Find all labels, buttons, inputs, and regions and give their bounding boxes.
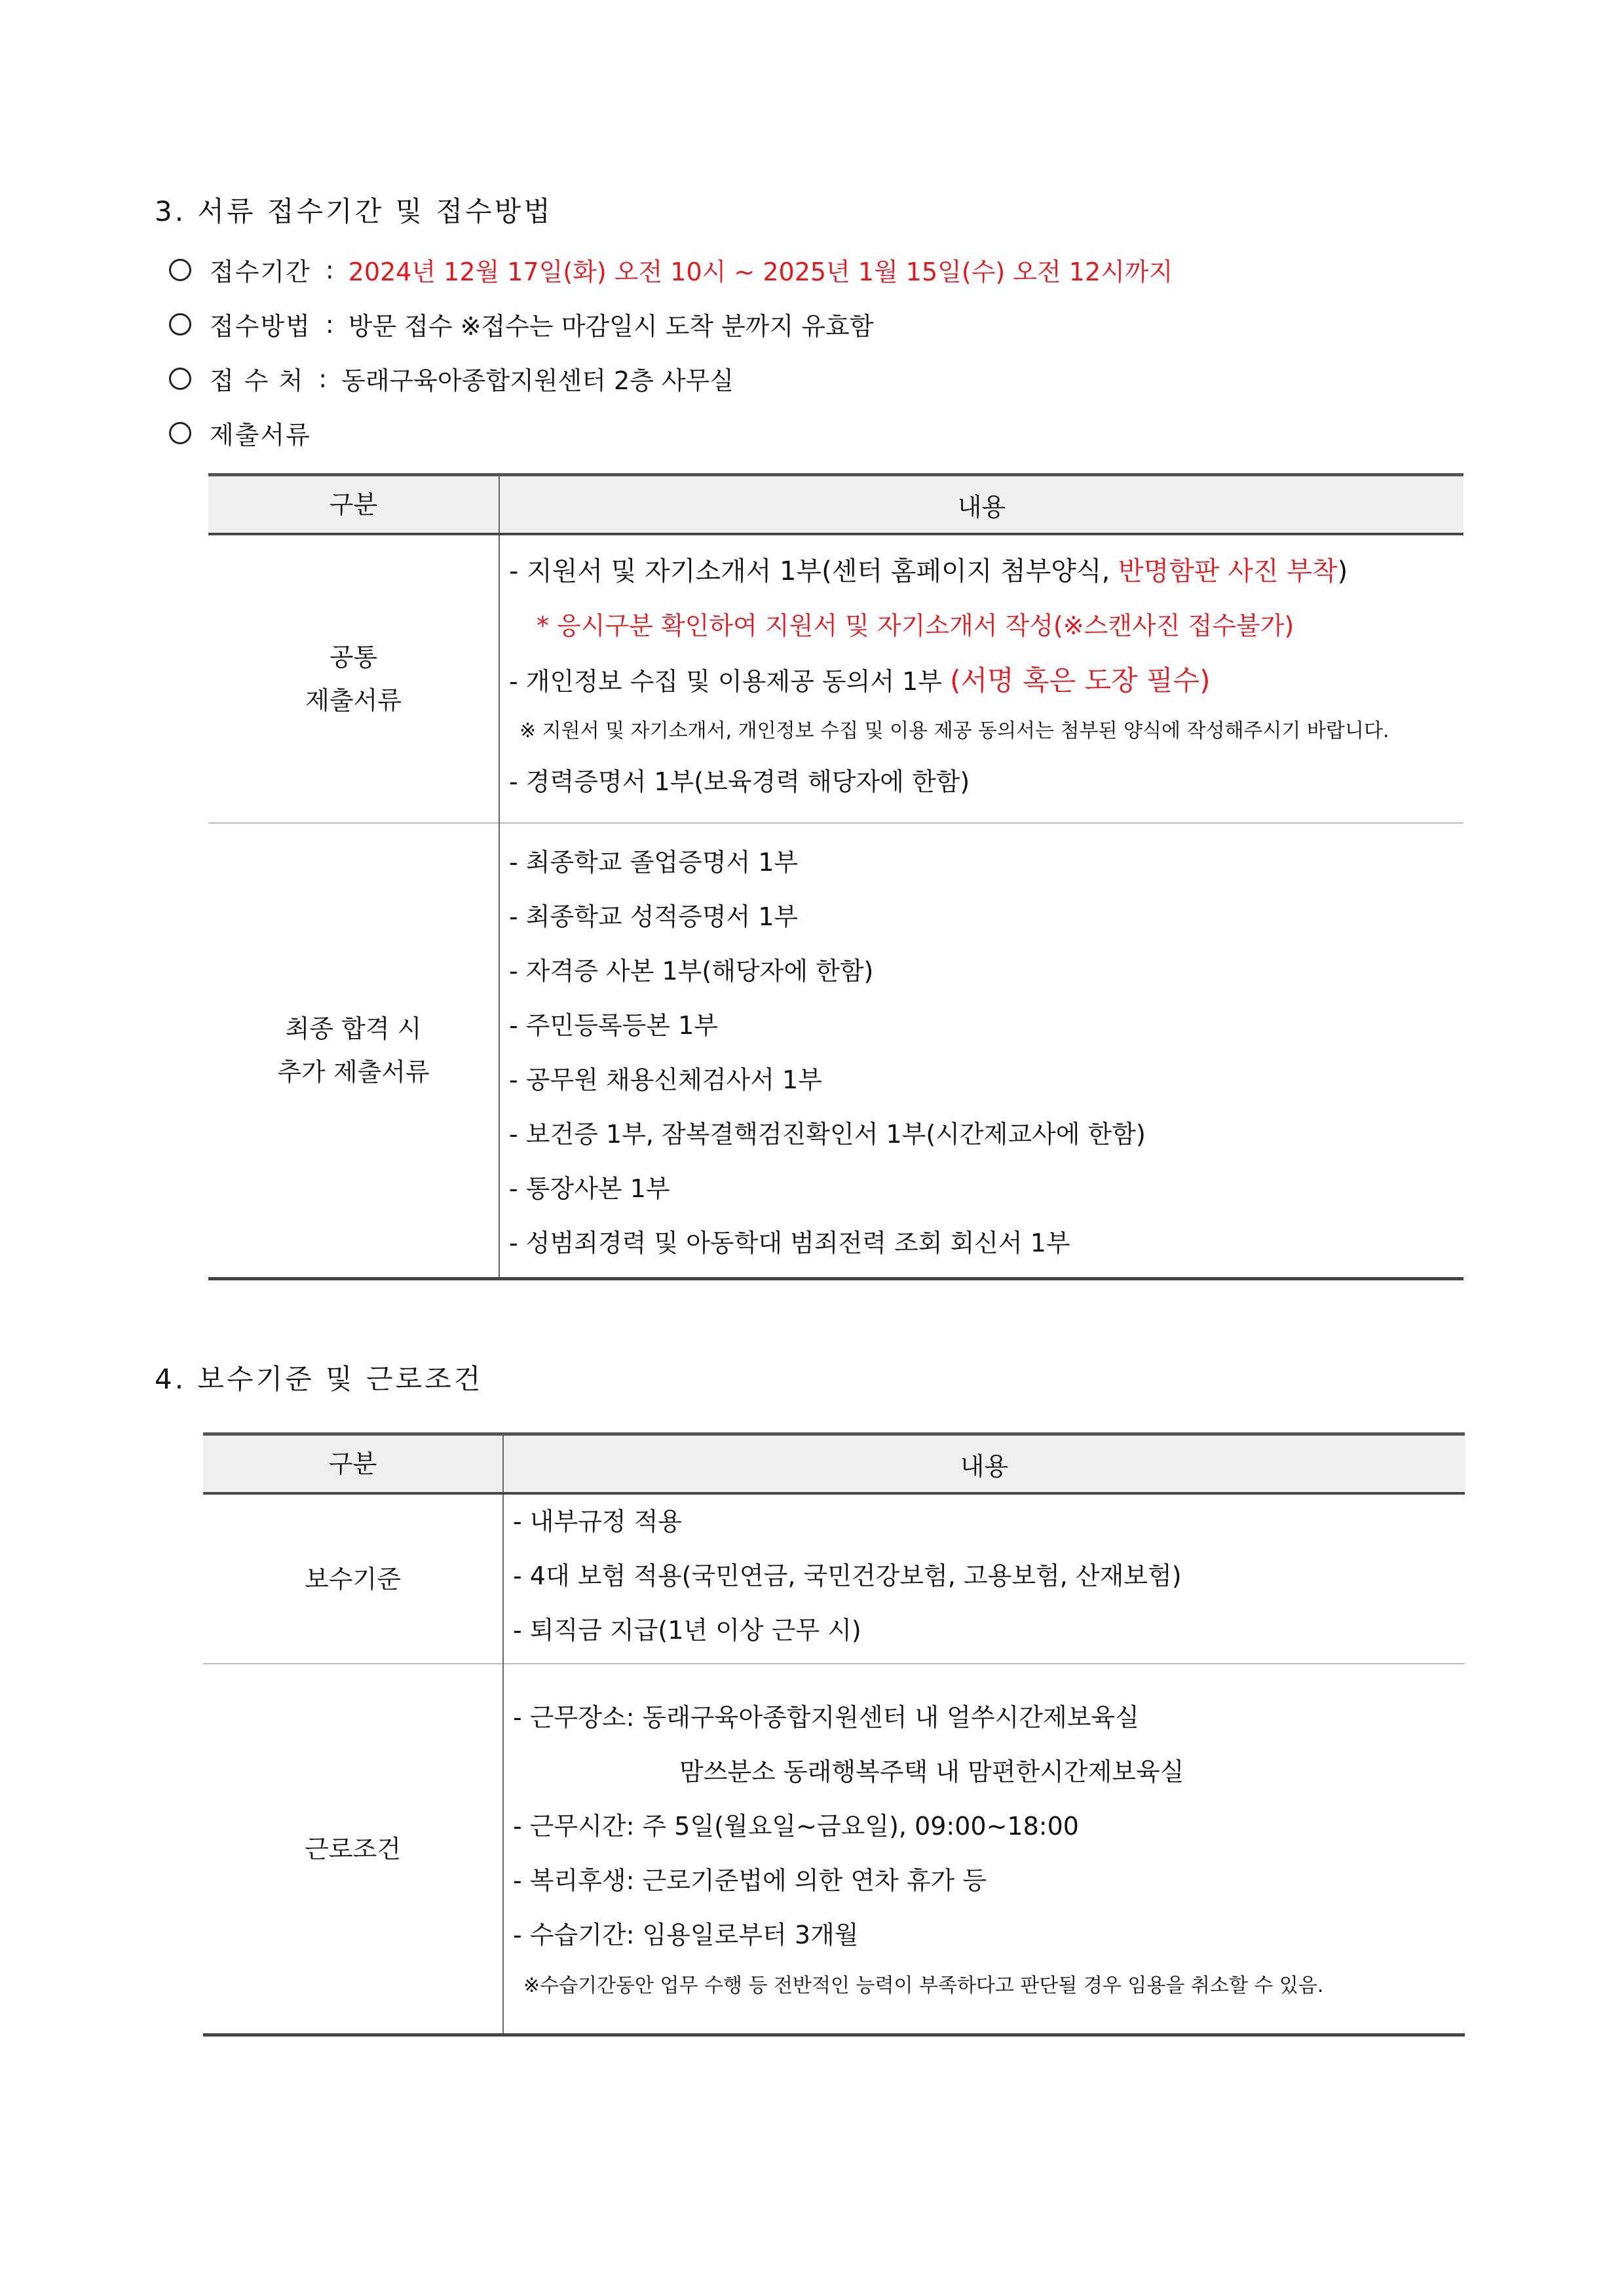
documents-table	[208, 473, 1463, 1280]
bullet-value: 동래구육아종합지원센터 2층 사무실	[341, 366, 734, 395]
bullet-method: 접수방법 : 방문 접수 ※접수는 마감일시 도착 분까지 유효함	[169, 306, 873, 342]
pay-conditions-table	[203, 1432, 1465, 2037]
content-line: - 복리후생: 근로기준법에 의한 연차 휴가 등	[513, 1866, 987, 1895]
content-line: - 4대 보험 적용(국민연금, 국민건강보험, 고용보험, 산재보험)	[513, 1561, 1182, 1590]
table-header-content: 내용	[499, 475, 1463, 535]
section4-heading: 4. 보수기준 및 근로조건	[155, 1363, 483, 1395]
table-row	[203, 1664, 1465, 2035]
content-line: - 자격증 사본 1부(해당자에 한함)	[509, 957, 874, 985]
circle-bullet-icon	[169, 259, 191, 281]
bullet-label: 제출서류	[210, 421, 311, 450]
content-note: ※수습기간동안 업무 수행 등 전반적인 능력이 부족하다고 판단될 경우 임용을 취소할 수 있음.	[523, 1974, 1324, 1997]
content-line: - 개인정보 수집 및 이용제공 동의서 1부 (서명 혹은 도장 필수)	[509, 664, 1211, 697]
row-content	[503, 1664, 1465, 2035]
content-line: - 보건증 1부, 잠복결핵검진확인서 1부(시간제교사에 한함)	[509, 1120, 1146, 1149]
content-line: - 주민등록등본 1부	[509, 1011, 719, 1040]
row-category: 근로조건	[203, 1664, 503, 2035]
content-line: - 최종학교 졸업증명서 1부	[509, 848, 799, 877]
table-header-category: 구분	[208, 475, 499, 535]
bullet-period: 접수기간 : 2024년 12월 17일(화) 오전 10시 ~ 2025년 1월 15일(수) 오전 12시까지	[169, 252, 1173, 288]
content-note: ※ 지원서 및 자기소개서, 개인정보 수집 및 이용 제공 동의서는 첨부된 양식에 작성해주시기 바랍니다.	[519, 719, 1389, 742]
row-category: 최종 합격 시 추가 제출서류	[208, 823, 499, 1279]
content-line: 맘쓰분소 동래행복주택 내 맘편한시간제보육실	[679, 1757, 1184, 1786]
content-line: * 응시구분 확인하여 지원서 및 자기소개서 작성(※스캔사진 접수불가)	[537, 611, 1294, 640]
content-line: - 근무시간: 주 5일(월요일~금요일), 09:00~18:00	[513, 1812, 1079, 1841]
content-line: - 내부규정 적용	[513, 1507, 683, 1536]
row-content	[499, 534, 1463, 823]
bullet-place: 접 수 처 : 동래구육아종합지원센터 2층 사무실	[169, 360, 734, 396]
content-line: - 공무원 채용신체검사서 1부	[509, 1065, 822, 1094]
bullet-label: 접수방법	[210, 312, 311, 341]
circle-bullet-icon	[169, 368, 191, 390]
bullet-label: 접수기간	[210, 258, 311, 286]
content-line: - 경력증명서 1부(보육경력 해당자에 한함)	[509, 767, 970, 796]
table-header-category: 구분	[203, 1434, 503, 1494]
row-category: 보수기준	[203, 1493, 503, 1664]
table-row	[208, 823, 1463, 1279]
row-category: 공통 제출서류	[208, 534, 499, 823]
content-line: - 퇴직금 지급(1년 이상 근무 시)	[513, 1616, 861, 1645]
content-line: - 통장사본 1부	[509, 1174, 670, 1203]
content-line: - 성범죄경력 및 아동학대 범죄전력 조회 회신서 1부	[509, 1229, 1070, 1257]
bullet-value: 방문 접수 ※접수는 마감일시 도착 분까지 유효함	[348, 312, 874, 341]
content-line: - 근무장소: 동래구육아종합지원센터 내 얼쑤시간제보육실	[513, 1703, 1139, 1732]
content-line: - 수습기간: 임용일로부터 3개월	[513, 1921, 859, 1949]
circle-bullet-icon	[169, 422, 191, 444]
row-content	[499, 823, 1463, 1279]
bullet-label: 접 수 처	[210, 366, 305, 395]
circle-bullet-icon	[169, 313, 191, 335]
table-header-content: 내용	[503, 1434, 1465, 1494]
table-row	[203, 1493, 1465, 1664]
table-row	[208, 534, 1463, 823]
content-line: - 지원서 및 자기소개서 1부(센터 홈페이지 첨부양식, 반명함판 사진 부착)	[509, 556, 1348, 586]
section3-heading: 3. 서류 접수기간 및 접수방법	[155, 195, 553, 227]
row-content	[503, 1493, 1465, 1664]
content-line: - 최종학교 성적증명서 1부	[509, 902, 799, 931]
bullet-documents	[169, 415, 311, 451]
bullet-value: 2024년 12월 17일(화) 오전 10시 ~ 2025년 1월 15일(수) 오전 12시까지	[348, 258, 1173, 286]
